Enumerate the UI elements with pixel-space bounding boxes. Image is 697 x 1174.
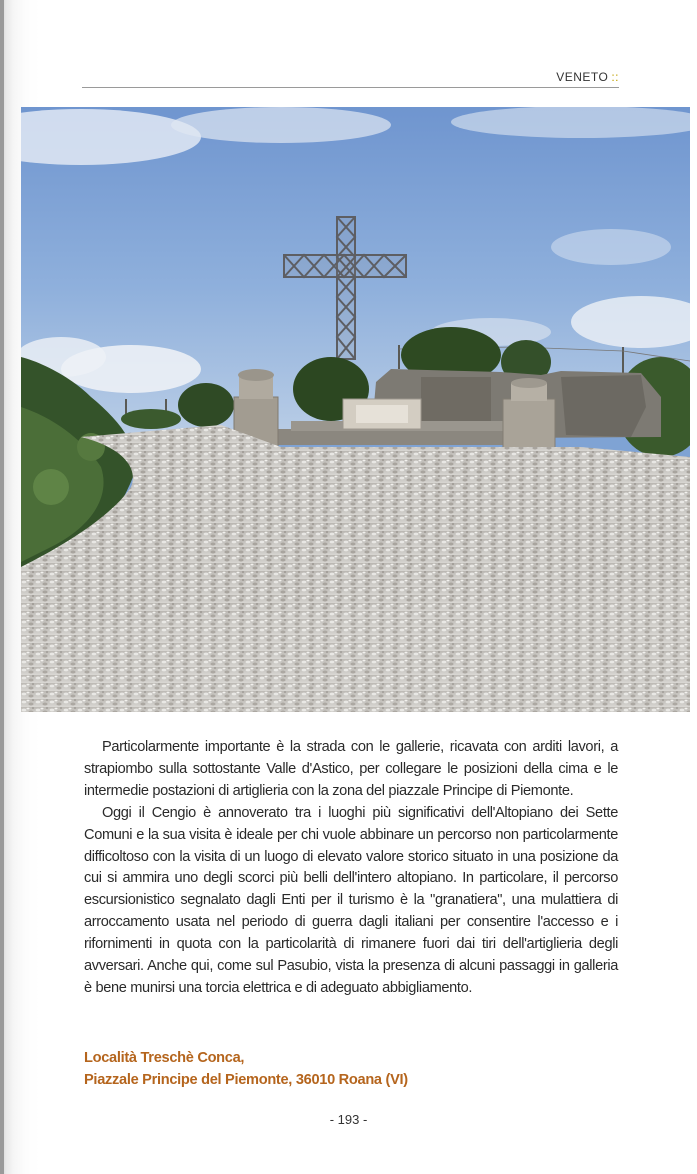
location-address <box>84 1047 408 1091</box>
running-head-section: VENETO <box>556 70 609 84</box>
body-text <box>84 737 618 1000</box>
running-head <box>556 70 619 84</box>
mountain-cross-memorial-photo <box>21 107 690 712</box>
address-line-2: Piazzale Principe del Piemonte, 36010 Roana (VI) <box>84 1072 408 1088</box>
running-head-ornament: :: <box>611 70 619 84</box>
page-spine-shadow <box>0 0 4 1174</box>
body-paragraph: Particolarmente importante è la strada con le gallerie, ricavata con arditi lavori, a strapiombo sulla sottostante Valle d'Astico, per collegare le posizioni della cima e le intermedie postazioni di artiglieria con la zona del piazzale Principe di Piemonte. <box>84 739 618 799</box>
body-paragraph: Oggi il Cengio è annoverato tra i luoghi più significativi dell'Altopiano dei Sette Comuni e la sua visita è ideale per chi vuole abbinare un percorso non particolarmente difficoltoso con la visita di un luogo di elevato valore storico situato in una posizione da cui si ammira uno degli scorci più belli dell'intero altopiano. In particolare, il percorso escursionistico segnalato dagli Enti per il turismo è la "granatiera", una mulattiera di arroccamento usata nel periodo di guerra dagli italiani per consentire l'accesso e i rifornimenti in quota con la particolarità di rimanere fuori dai tiri dell'artiglieria degli avversari. Anche qui, come sul Pasubio, vista la presenza di alcuni passaggi in galleria è bene munirsi una torcia elettrica e di adeguato abbigliamento. <box>84 804 618 996</box>
header-rule <box>82 87 619 88</box>
address-line-1: Località Treschè Conca, <box>84 1050 245 1066</box>
page-number: - 193 - <box>329 1112 368 1127</box>
